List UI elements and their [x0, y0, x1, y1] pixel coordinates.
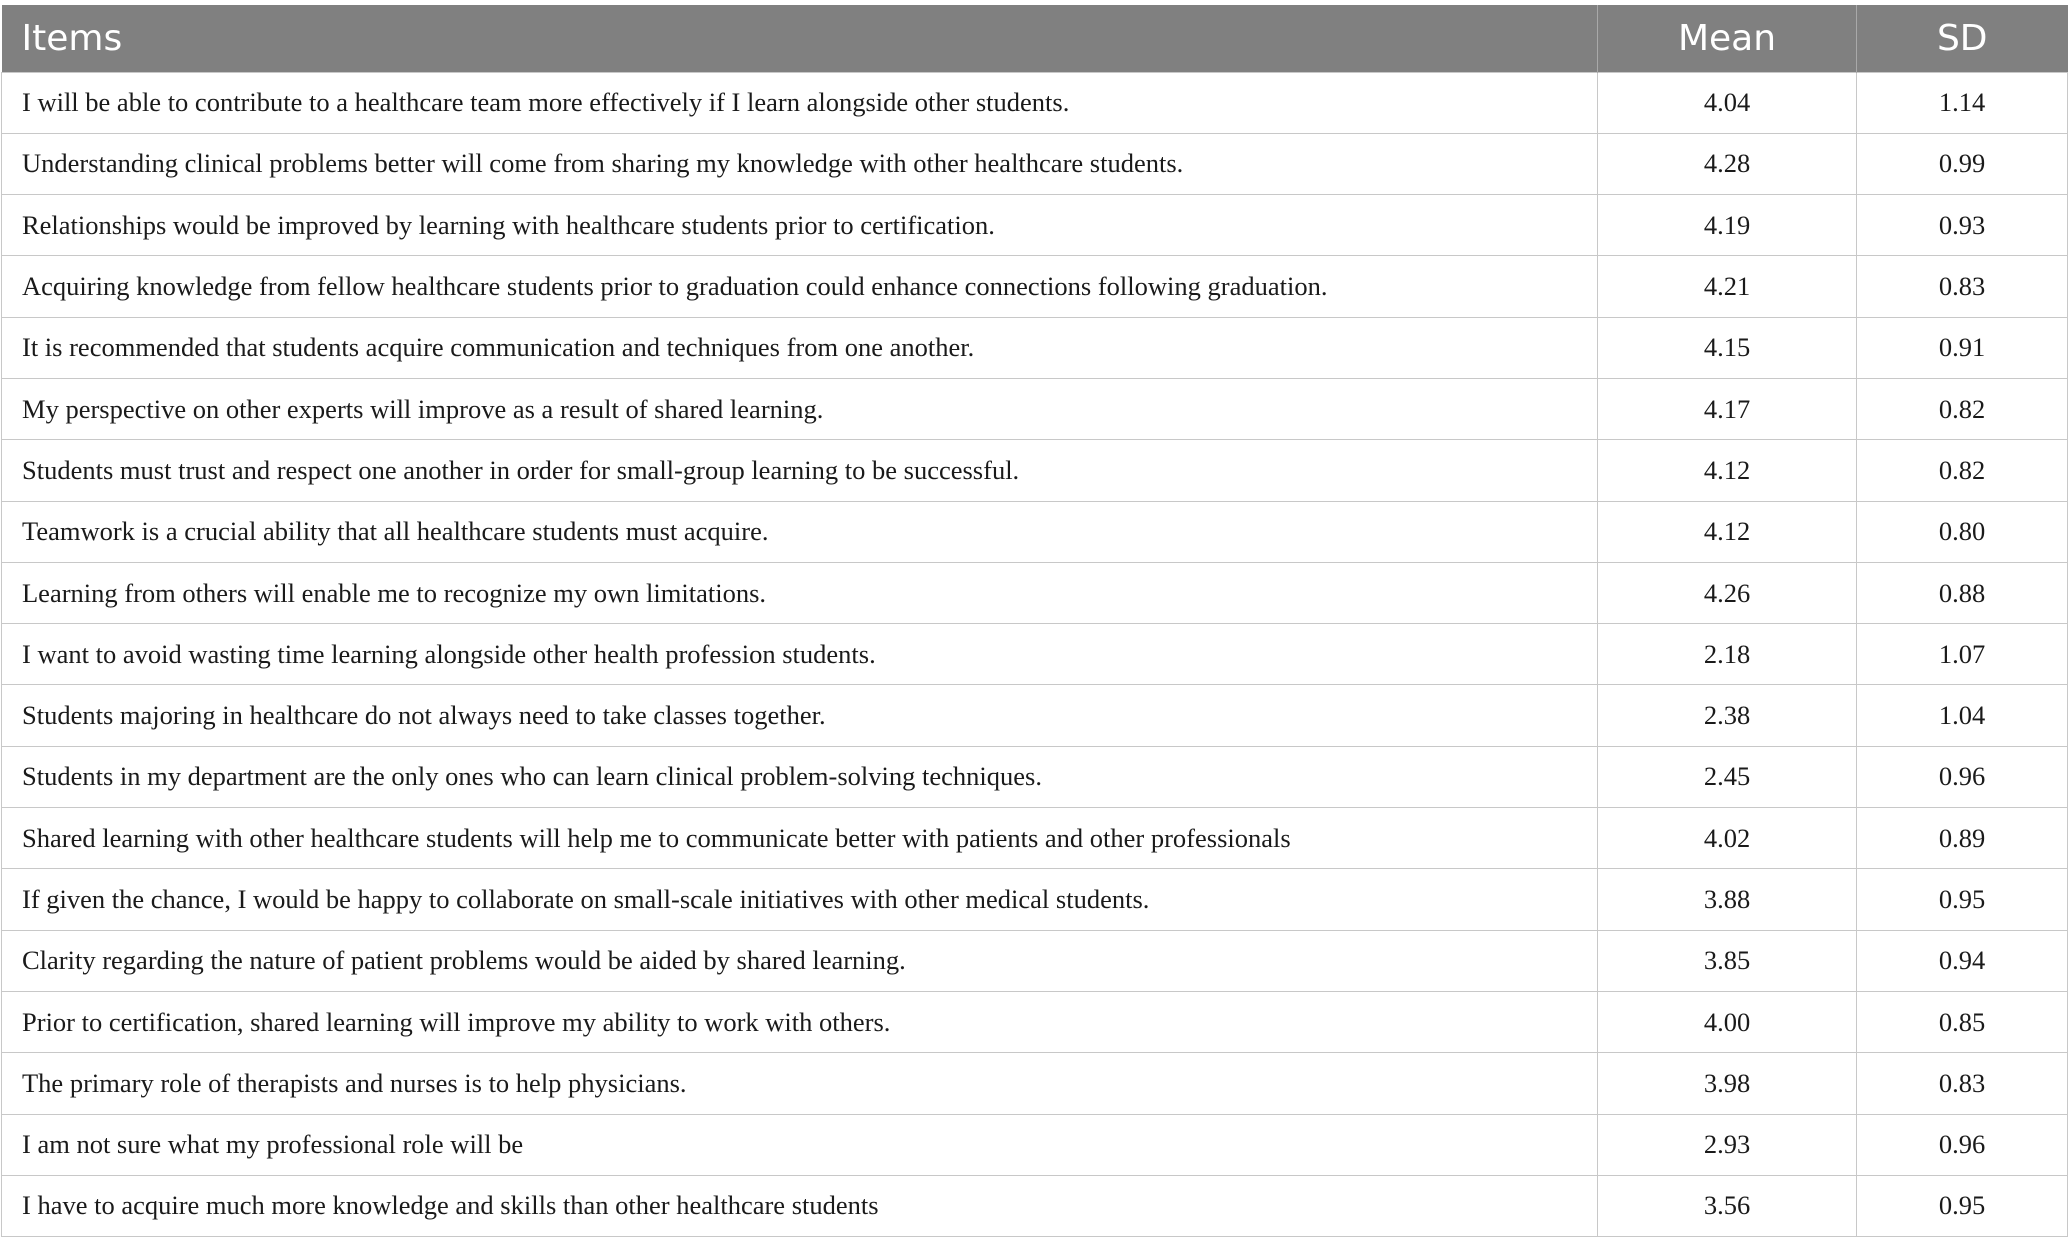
item-cell: I will be able to contribute to a healthcare team more effectively if I learn alongside other students.	[2, 72, 1598, 133]
mean-cell: 2.18	[1598, 624, 1857, 685]
header-sd: SD	[1936, 17, 1988, 59]
table-row	[2, 991, 2068, 1052]
mean-cell: 4.02	[1598, 808, 1857, 869]
item-cell: Clarity regarding the nature of patient problems would be aided by shared learning.	[2, 930, 1598, 991]
sd-cell: 1.14	[1857, 72, 2068, 133]
table-row	[2, 440, 2068, 501]
mean-cell: 4.12	[1598, 501, 1857, 562]
table-row	[2, 562, 2068, 623]
item-cell: I am not sure what my professional role will be	[2, 1114, 1598, 1175]
sd-cell: 0.96	[1857, 1114, 2068, 1175]
sd-cell: 0.83	[1857, 256, 2068, 317]
mean-cell: 3.88	[1598, 869, 1857, 930]
table-row	[2, 256, 2068, 317]
sd-cell: 0.94	[1857, 930, 2068, 991]
header-mean: Mean	[1598, 5, 1857, 72]
table-row	[2, 501, 2068, 562]
item-cell: Shared learning with other healthcare students will help me to communicate better with patients and other professionals	[2, 808, 1598, 869]
table-row	[2, 1114, 2068, 1175]
results-table	[1, 5, 2068, 1237]
results-table-container	[1, 5, 2067, 1237]
item-cell: Acquiring knowledge from fellow healthcare students prior to graduation could enhance connections following graduation.	[2, 256, 1598, 317]
sd-cell: 0.95	[1857, 1175, 2068, 1236]
item-cell: Prior to certification, shared learning will improve my ability to work with others.	[2, 991, 1598, 1052]
sd-cell: 0.83	[1857, 1053, 2068, 1114]
mean-cell: 4.12	[1598, 440, 1857, 501]
table-row	[2, 195, 2068, 256]
table-row	[2, 1175, 2068, 1236]
item-cell: If given the chance, I would be happy to collaborate on small-scale initiatives with other medical students.	[2, 869, 1598, 930]
sd-cell: 1.07	[1857, 624, 2068, 685]
sd-cell: 0.99	[1857, 133, 2068, 194]
sd-cell: 0.95	[1857, 869, 2068, 930]
table-row	[2, 317, 2068, 378]
mean-cell: 4.19	[1598, 195, 1857, 256]
item-cell: I want to avoid wasting time learning alongside other health profession students.	[2, 624, 1598, 685]
item-cell: Students must trust and respect one another in order for small-group learning to be successful.	[2, 440, 1598, 501]
mean-cell: 4.21	[1598, 256, 1857, 317]
mean-cell: 4.26	[1598, 562, 1857, 623]
item-cell: I have to acquire much more knowledge and skills than other healthcare students	[2, 1175, 1598, 1236]
mean-cell: 2.38	[1598, 685, 1857, 746]
mean-cell: 2.45	[1598, 746, 1857, 807]
mean-cell: 3.85	[1598, 930, 1857, 991]
sd-cell: 0.93	[1857, 195, 2068, 256]
table-body	[2, 72, 2068, 1237]
sd-cell: 1.04	[1857, 685, 2068, 746]
item-cell: Students in my department are the only ones who can learn clinical problem-solving techniques.	[2, 746, 1598, 807]
header-items: Items	[2, 5, 1598, 72]
item-cell: My perspective on other experts will improve as a result of shared learning.	[2, 378, 1598, 439]
table-row	[2, 930, 2068, 991]
item-cell: Understanding clinical problems better will come from sharing my knowledge with other healthcare students.	[2, 133, 1598, 194]
item-cell: The primary role of therapists and nurses is to help physicians.	[2, 1053, 1598, 1114]
mean-cell: 4.00	[1598, 991, 1857, 1052]
mean-cell: 2.93	[1598, 1114, 1857, 1175]
mean-cell: 3.56	[1598, 1175, 1857, 1236]
table-row	[2, 869, 2068, 930]
table-row	[2, 808, 2068, 869]
mean-cell: 4.17	[1598, 378, 1857, 439]
item-cell: Learning from others will enable me to recognize my own limitations.	[2, 562, 1598, 623]
sd-cell: 0.80	[1857, 501, 2068, 562]
item-cell: It is recommended that students acquire communication and techniques from one another.	[2, 317, 1598, 378]
table-row	[2, 624, 2068, 685]
item-cell: Teamwork is a crucial ability that all healthcare students must acquire.	[2, 501, 1598, 562]
table-row	[2, 1053, 2068, 1114]
sd-cell: 0.91	[1857, 317, 2068, 378]
header-row	[2, 5, 2068, 72]
item-cell: Students majoring in healthcare do not always need to take classes together.	[2, 685, 1598, 746]
sd-cell: 0.82	[1857, 440, 2068, 501]
sd-cell: 0.88	[1857, 562, 2068, 623]
mean-cell: 3.98	[1598, 1053, 1857, 1114]
table-row	[2, 133, 2068, 194]
sd-cell: 0.96	[1857, 746, 2068, 807]
sd-cell: 0.89	[1857, 808, 2068, 869]
mean-cell: 4.28	[1598, 133, 1857, 194]
table-row	[2, 378, 2068, 439]
sd-cell: 0.85	[1857, 991, 2068, 1052]
table-row	[2, 72, 2068, 133]
mean-cell: 4.15	[1598, 317, 1857, 378]
item-cell: Relationships would be improved by learning with healthcare students prior to certification.	[2, 195, 1598, 256]
table-row	[2, 746, 2068, 807]
table-row	[2, 685, 2068, 746]
table-header	[2, 5, 2068, 72]
mean-cell: 4.04	[1598, 72, 1857, 133]
sd-cell: 0.82	[1857, 378, 2068, 439]
